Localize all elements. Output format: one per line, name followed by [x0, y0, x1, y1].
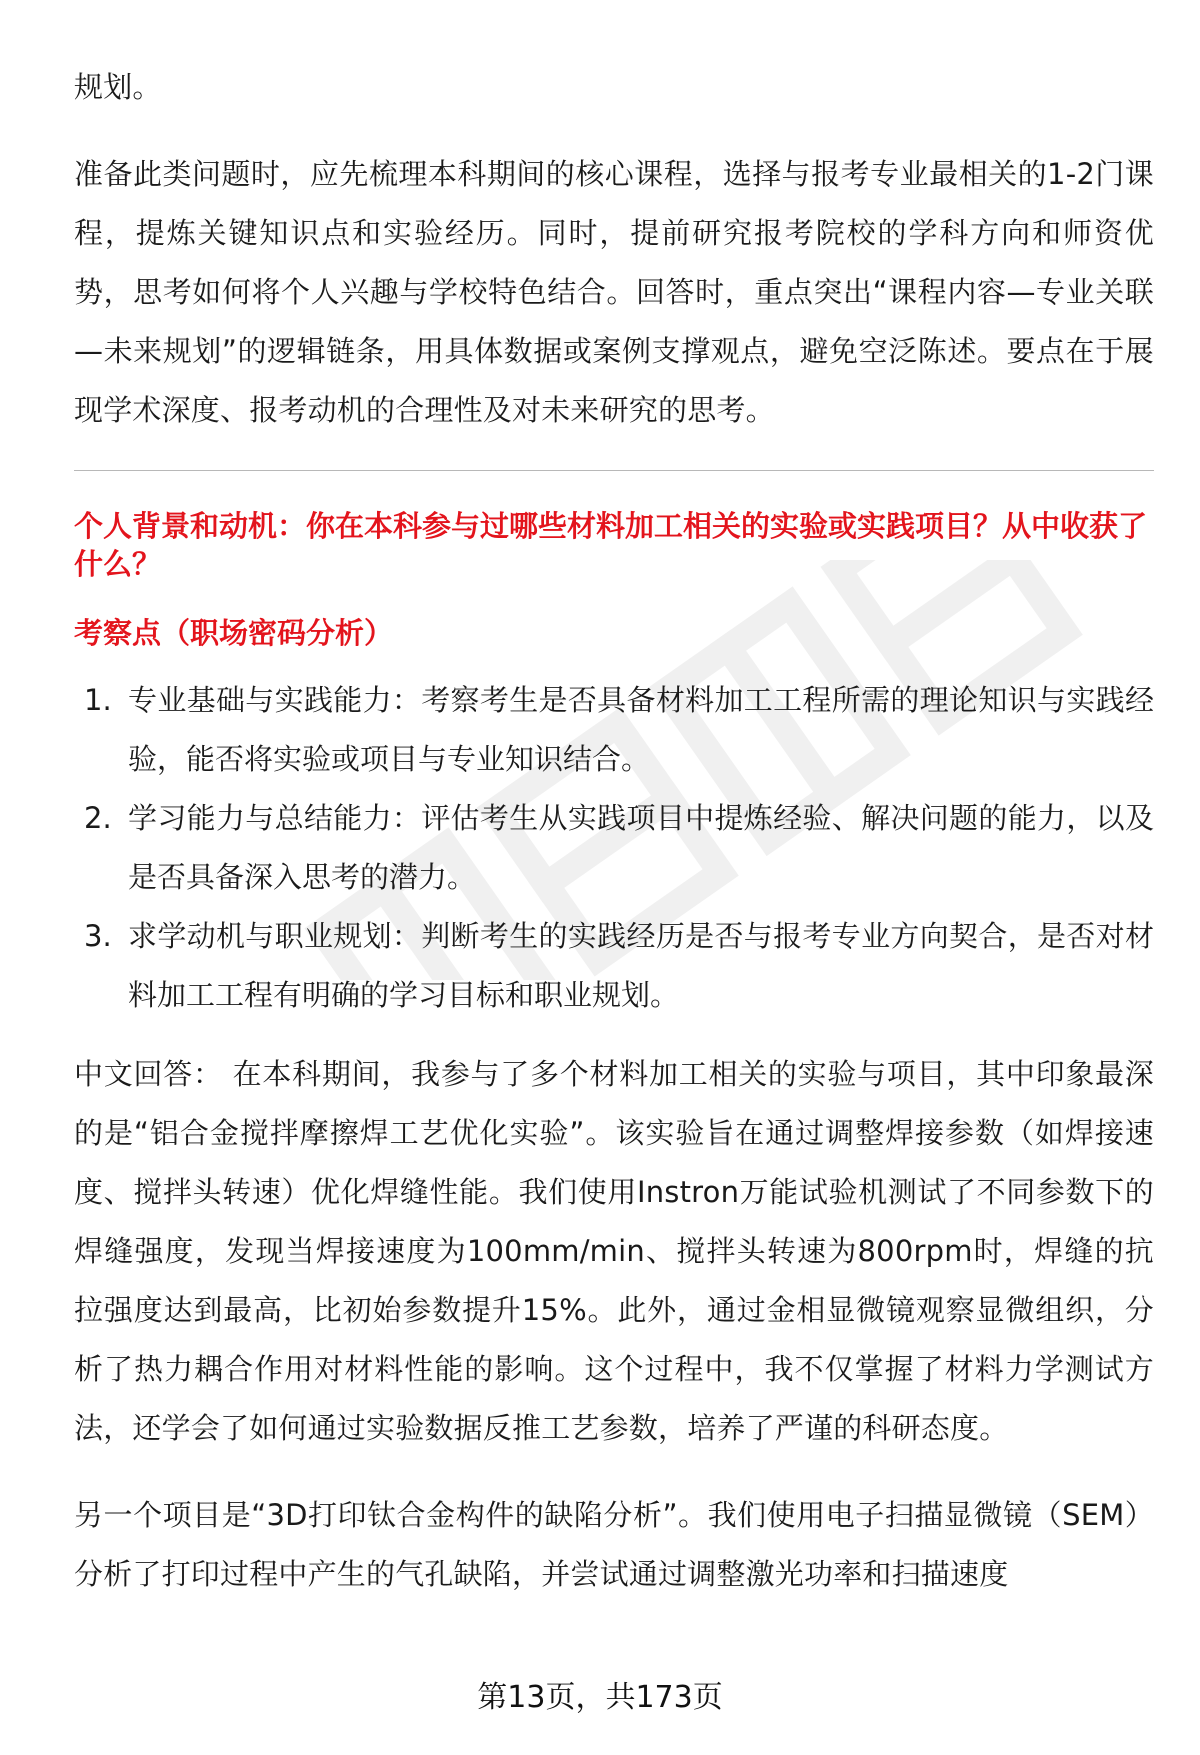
- list-item-text: 学习能力与总结能力：评估考生从实践项目中提炼经验、解决问题的能力，以及是否具备深入思考的潜力。: [128, 801, 1154, 894]
- list-item-number: 3.: [84, 919, 112, 953]
- paragraph-fragment: 规划。: [74, 70, 162, 104]
- focus-heading: 考察点（职场密码分析）: [74, 616, 394, 650]
- list-item: [74, 671, 1154, 789]
- list-item: [74, 907, 1154, 1025]
- section-divider: [74, 470, 1154, 471]
- list-item: [74, 789, 1154, 907]
- main-content: [74, 58, 1154, 1604]
- list-item-text: 求学动机与职业规划：判断考生的实践经历是否与报考专业方向契合，是否对材料加工工程有明确的学习目标和职业规划。: [128, 919, 1154, 1012]
- list-item-text: 专业基础与实践能力：考察考生是否具备材料加工工程所需的理论知识与实践经验，能否将实验或项目与专业知识结合。: [128, 683, 1154, 776]
- focus-points-list: [74, 671, 1154, 1025]
- answer-paragraph: 中文回答： 在本科期间，我参与了多个材料加工相关的实验与项目，其中印象最深的是“铝合金搅拌摩擦焊工艺优化实验”。该实验旨在通过调整焊接参数（如焊接速度、搅拌头转速）优化焊缝性能。我们使用Instron万能试验机测试了不同参数下的焊缝强度，发现当焊接速度为100mm/min、搅拌头转速为800rpm时，焊缝的抗拉强度达到最高，比初始参数提升15%。此外，通过金相显微镜观察显微组织，分析了热力耦合作用对材料性能的影响。这个过程中，我不仅掌握了材料力学测试方法，还学会了如何通过实验数据反推工艺参数，培养了严谨的科研态度。: [74, 1057, 1154, 1445]
- list-item-number: 2.: [84, 801, 112, 835]
- second-project-paragraph: 另一个项目是“3D打印钛合金构件的缺陷分析”。我们使用电子扫描显微镜（SEM）分析了打印过程中产生的气孔缺陷，并尝试通过调整激光功率和扫描速度: [74, 1498, 1154, 1591]
- preparation-paragraph: 准备此类问题时，应先梳理本科期间的核心课程，选择与报考专业最相关的1-2门课程，提炼关键知识点和实验经历。同时，提前研究报考院校的学科方向和师资优势，思考如何将个人兴趣与学校特色结合。回答时，重点突出“课程内容—专业关联—未来规划”的逻辑链条，用具体数据或案例支撑观点，避免空泛陈述。要点在于展现学术深度、报考动机的合理性及对未来研究的思考。: [74, 157, 1154, 427]
- list-item-number: 1.: [84, 683, 112, 717]
- question-heading: 个人背景和动机：你在本科参与过哪些材料加工相关的实验或实践项目？从中收获了什么？: [74, 509, 1148, 581]
- page-number: 第13页，共173页: [477, 1680, 723, 1715]
